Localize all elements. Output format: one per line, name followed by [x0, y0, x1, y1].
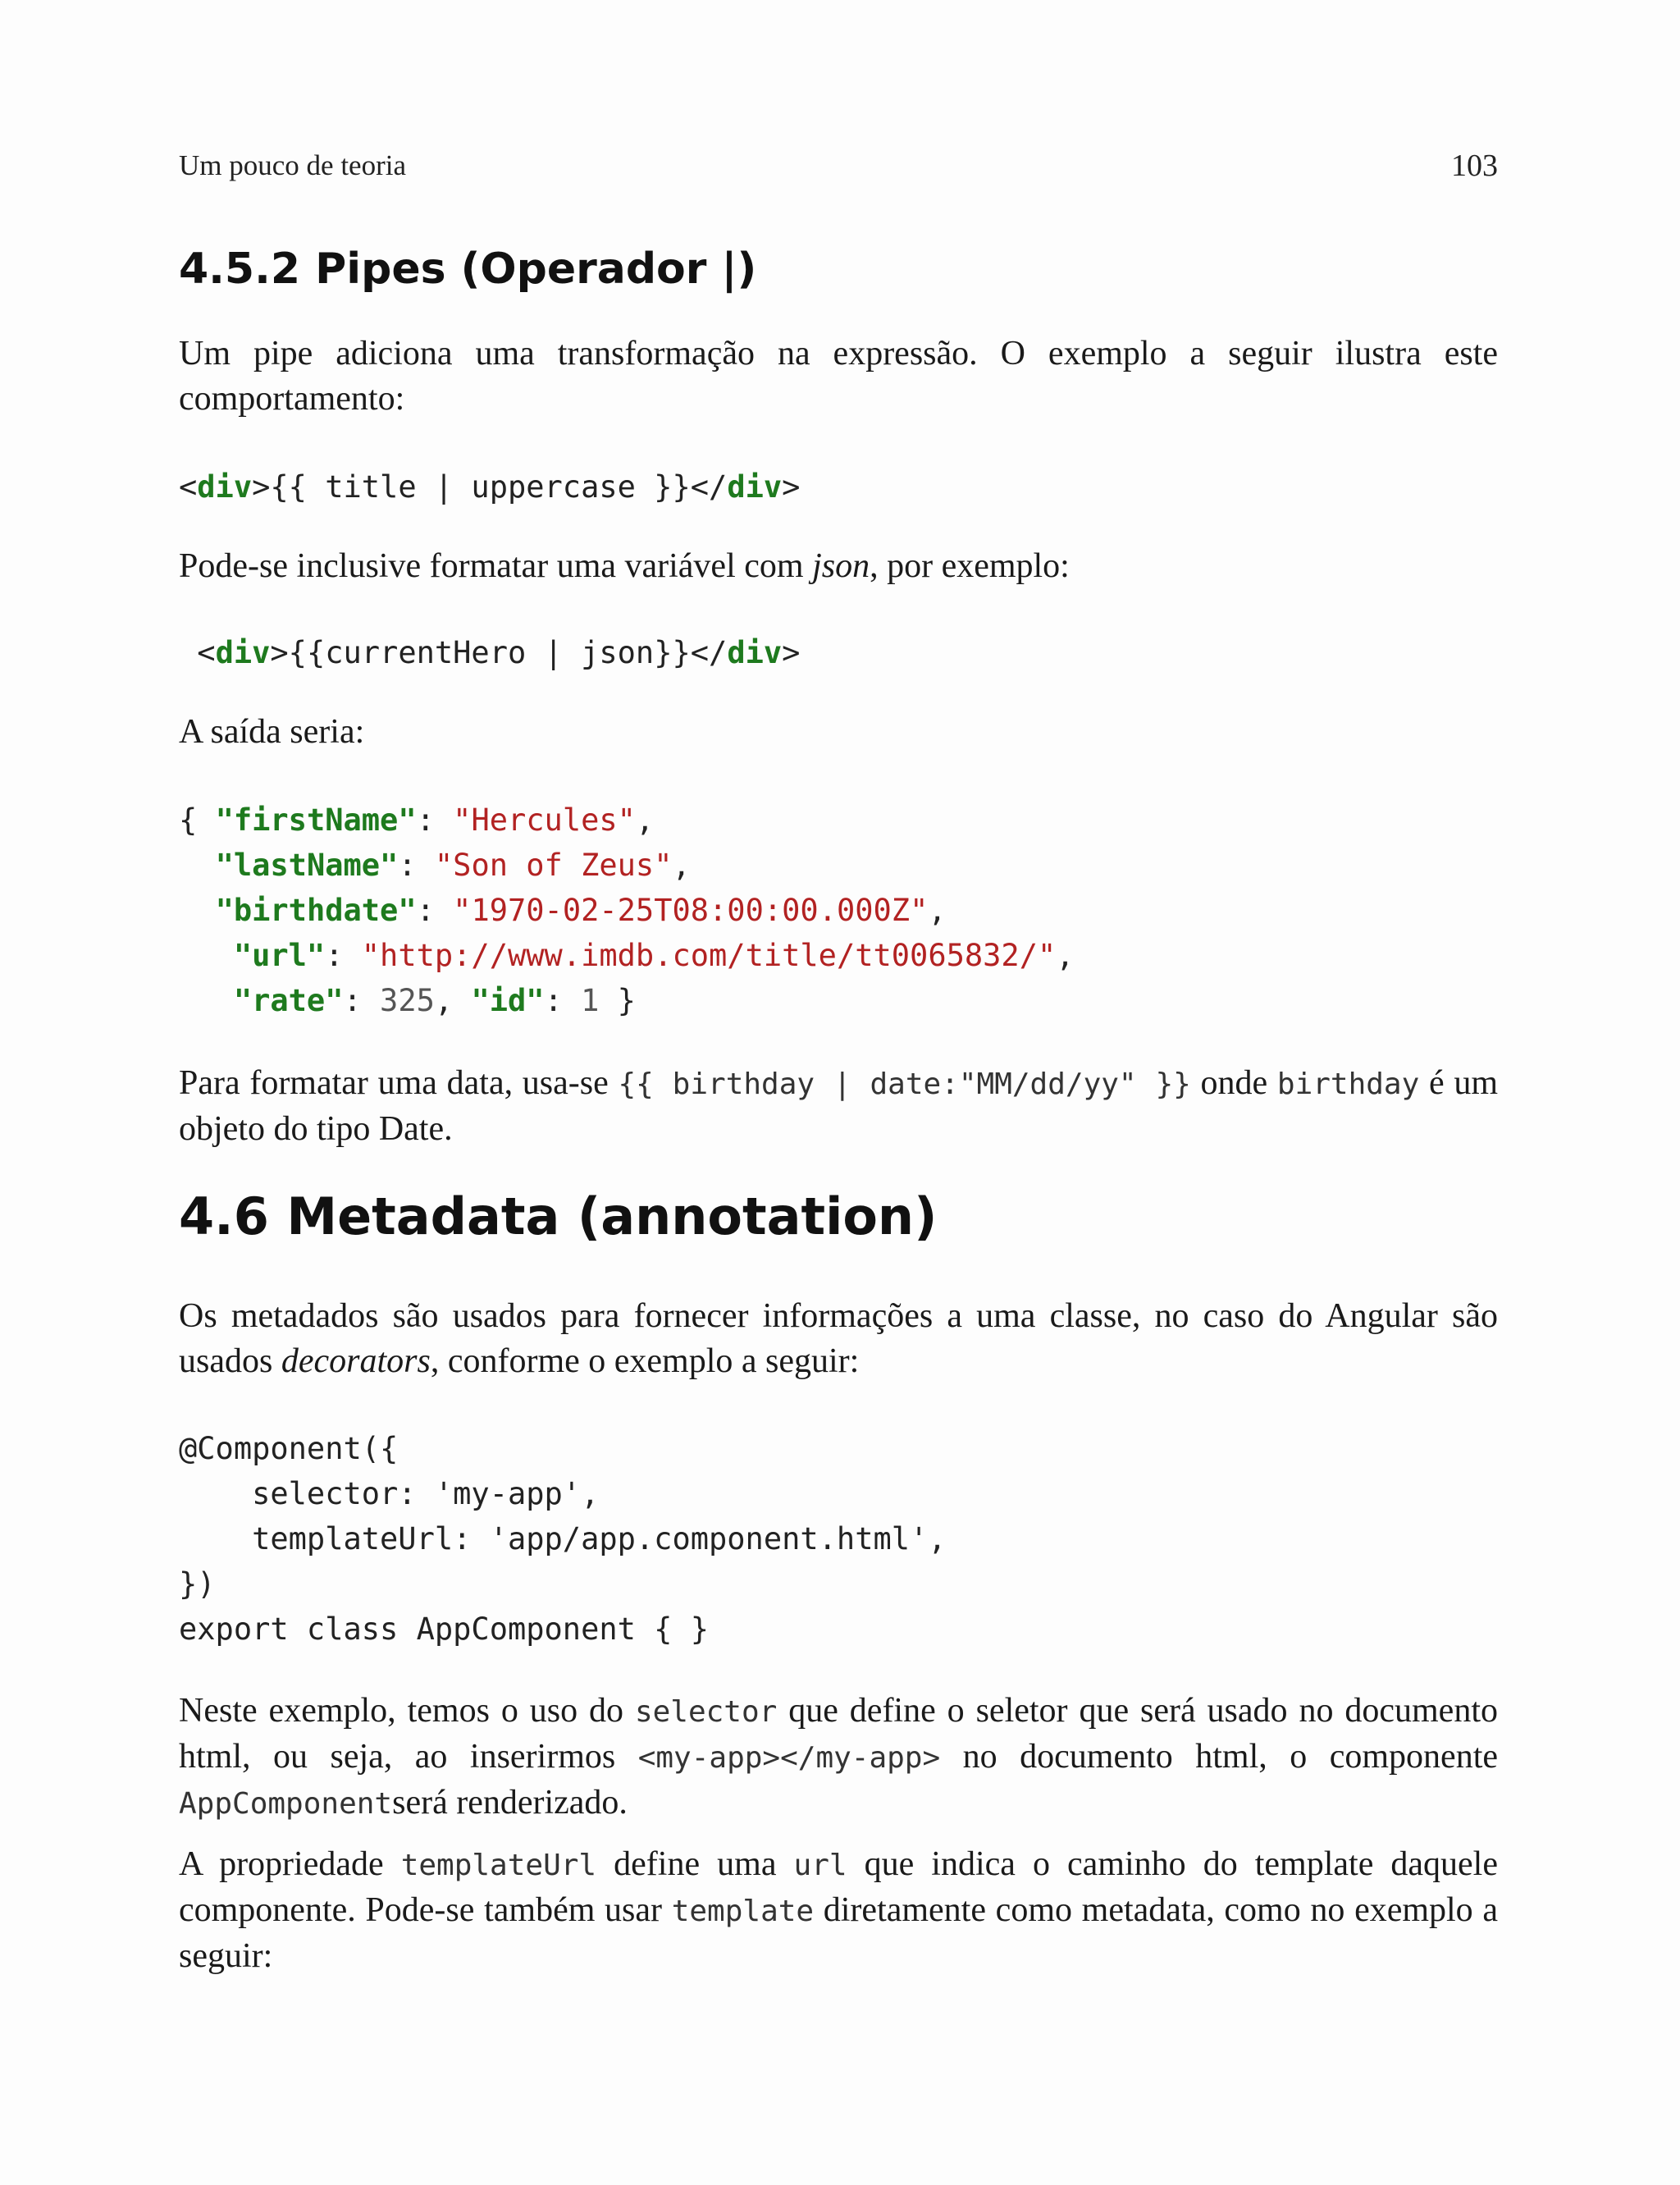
- inline-code: selector: [634, 1695, 778, 1729]
- text-run: Para formatar uma data, usa-se: [179, 1064, 619, 1102]
- text-run: Pode-se inclusive formatar uma variável com: [179, 547, 813, 585]
- json-line: "rate": 325, "id": 1 }: [179, 978, 1075, 1023]
- code-tag: div: [215, 635, 271, 670]
- code-line: }): [179, 1566, 216, 1602]
- templateurl-paragraph: [179, 1842, 1498, 1979]
- inline-code: birthday: [1276, 1067, 1420, 1101]
- code-line: templateUrl: 'app/app.component.html',: [179, 1521, 947, 1556]
- json-key: "id": [471, 983, 545, 1018]
- text-run: , por exemplo:: [870, 547, 1070, 585]
- selector-paragraph: [179, 1689, 1498, 1826]
- code-token: </: [690, 635, 728, 670]
- emphasis-json: json: [812, 547, 870, 585]
- text-run: que define o seletor que será usado no documento html, ou seja, ao inserirmos: [179, 1692, 1498, 1776]
- inline-code: <my-app></my-app>: [637, 1741, 941, 1775]
- code-token: >: [252, 469, 271, 505]
- metadata-intro-paragraph: [179, 1294, 1498, 1384]
- inline-code: template: [671, 1895, 815, 1928]
- code-line: export class AppComponent { }: [179, 1611, 710, 1647]
- page-number: 103: [1451, 149, 1498, 183]
- code-token: </: [690, 469, 728, 505]
- inline-code: templateUrl: [400, 1849, 597, 1882]
- section-heading-metadata: 4.6 Metadata (annotation): [179, 1186, 938, 1246]
- code-token: >: [782, 635, 801, 670]
- text-run: é um objeto do tipo Date.: [179, 1064, 1498, 1148]
- code-block-uppercase: [179, 464, 800, 510]
- code-tag: div: [727, 635, 783, 670]
- date-format-paragraph: [179, 1061, 1498, 1152]
- json-line: "url": "http://www.imdb.com/title/tt0065832/",: [179, 933, 1075, 978]
- json-paragraph: [179, 544, 1498, 589]
- section-heading-pipes: 4.5.2 Pipes (Operador |): [179, 245, 757, 294]
- code-expression: {{currentHero | json}}: [288, 635, 691, 670]
- running-header-title: Um pouco de teoria: [179, 149, 406, 181]
- json-string: "Hercules": [453, 802, 636, 838]
- emphasis-decorators: decorators: [281, 1342, 431, 1380]
- json-string: "http://www.imdb.com/title/tt0065832/": [361, 938, 1057, 973]
- inline-code: {{ birthday | date:"MM/dd/yy" }}: [618, 1067, 1191, 1101]
- text-run: , conforme o exemplo a seguir:: [430, 1342, 860, 1380]
- code-indent: [179, 848, 216, 883]
- code-block-component: [179, 1426, 947, 1652]
- json-number: 1: [581, 983, 600, 1018]
- json-number: 325: [380, 983, 435, 1018]
- code-token: {: [179, 802, 216, 838]
- json-key: "rate": [233, 983, 344, 1018]
- text-run: diretamente como metadata, como no exemplo a seguir:: [179, 1891, 1499, 1975]
- text-run: define uma: [596, 1845, 794, 1883]
- json-key: "birthdate": [215, 893, 417, 928]
- text-run: que indica o caminho do template daquele componente. Pode-se também usar: [179, 1845, 1498, 1929]
- code-indent: [179, 983, 234, 1018]
- code-indent: [179, 938, 234, 973]
- code-token: <: [179, 469, 198, 505]
- json-key: "firstName": [215, 802, 417, 838]
- inline-code: AppComponent: [179, 1787, 393, 1821]
- output-label: A saída seria:: [179, 713, 365, 751]
- text-run: Neste exemplo, temos o uso do: [179, 1692, 635, 1730]
- text-run: A propriedade: [179, 1845, 401, 1883]
- json-line: { "firstName": "Hercules",: [179, 802, 655, 838]
- code-line: selector: 'my-app',: [179, 1476, 600, 1511]
- json-line: "lastName": "Son of Zeus",: [179, 843, 1075, 888]
- code-tag: div: [727, 469, 783, 505]
- code-token: >: [782, 469, 801, 505]
- inline-code: url: [793, 1849, 847, 1882]
- code-token: }: [599, 983, 636, 1018]
- code-line: @Component({: [179, 1431, 399, 1466]
- pipes-intro-paragraph: Um pipe adiciona uma transformação na expressão. O exemplo a seguir ilustra este comportamento:: [179, 335, 1498, 418]
- code-block-json-output: [179, 798, 1075, 1023]
- json-key: "url": [233, 938, 326, 973]
- code-token: >: [270, 635, 289, 670]
- json-string: "Son of Zeus": [434, 848, 673, 883]
- code-indent: [179, 893, 216, 928]
- text-run: será renderizado.: [392, 1784, 628, 1822]
- json-string: "1970-02-25T08:00:00.000Z": [453, 893, 929, 928]
- code-tag: div: [197, 469, 253, 505]
- json-line: "birthdate": "1970-02-25T08:00:00.000Z",: [179, 888, 1075, 933]
- text-run: no documento html, o componente: [940, 1738, 1499, 1776]
- text-run: Os metadados são usados para fornecer informações a uma classe, no caso do Angular são usados: [179, 1297, 1498, 1380]
- code-token: <: [179, 635, 216, 670]
- text-run: onde: [1190, 1064, 1277, 1102]
- code-block-json-pipe: [179, 630, 800, 675]
- json-key: "lastName": [215, 848, 399, 883]
- code-expression: {{ title | uppercase }}: [270, 469, 691, 505]
